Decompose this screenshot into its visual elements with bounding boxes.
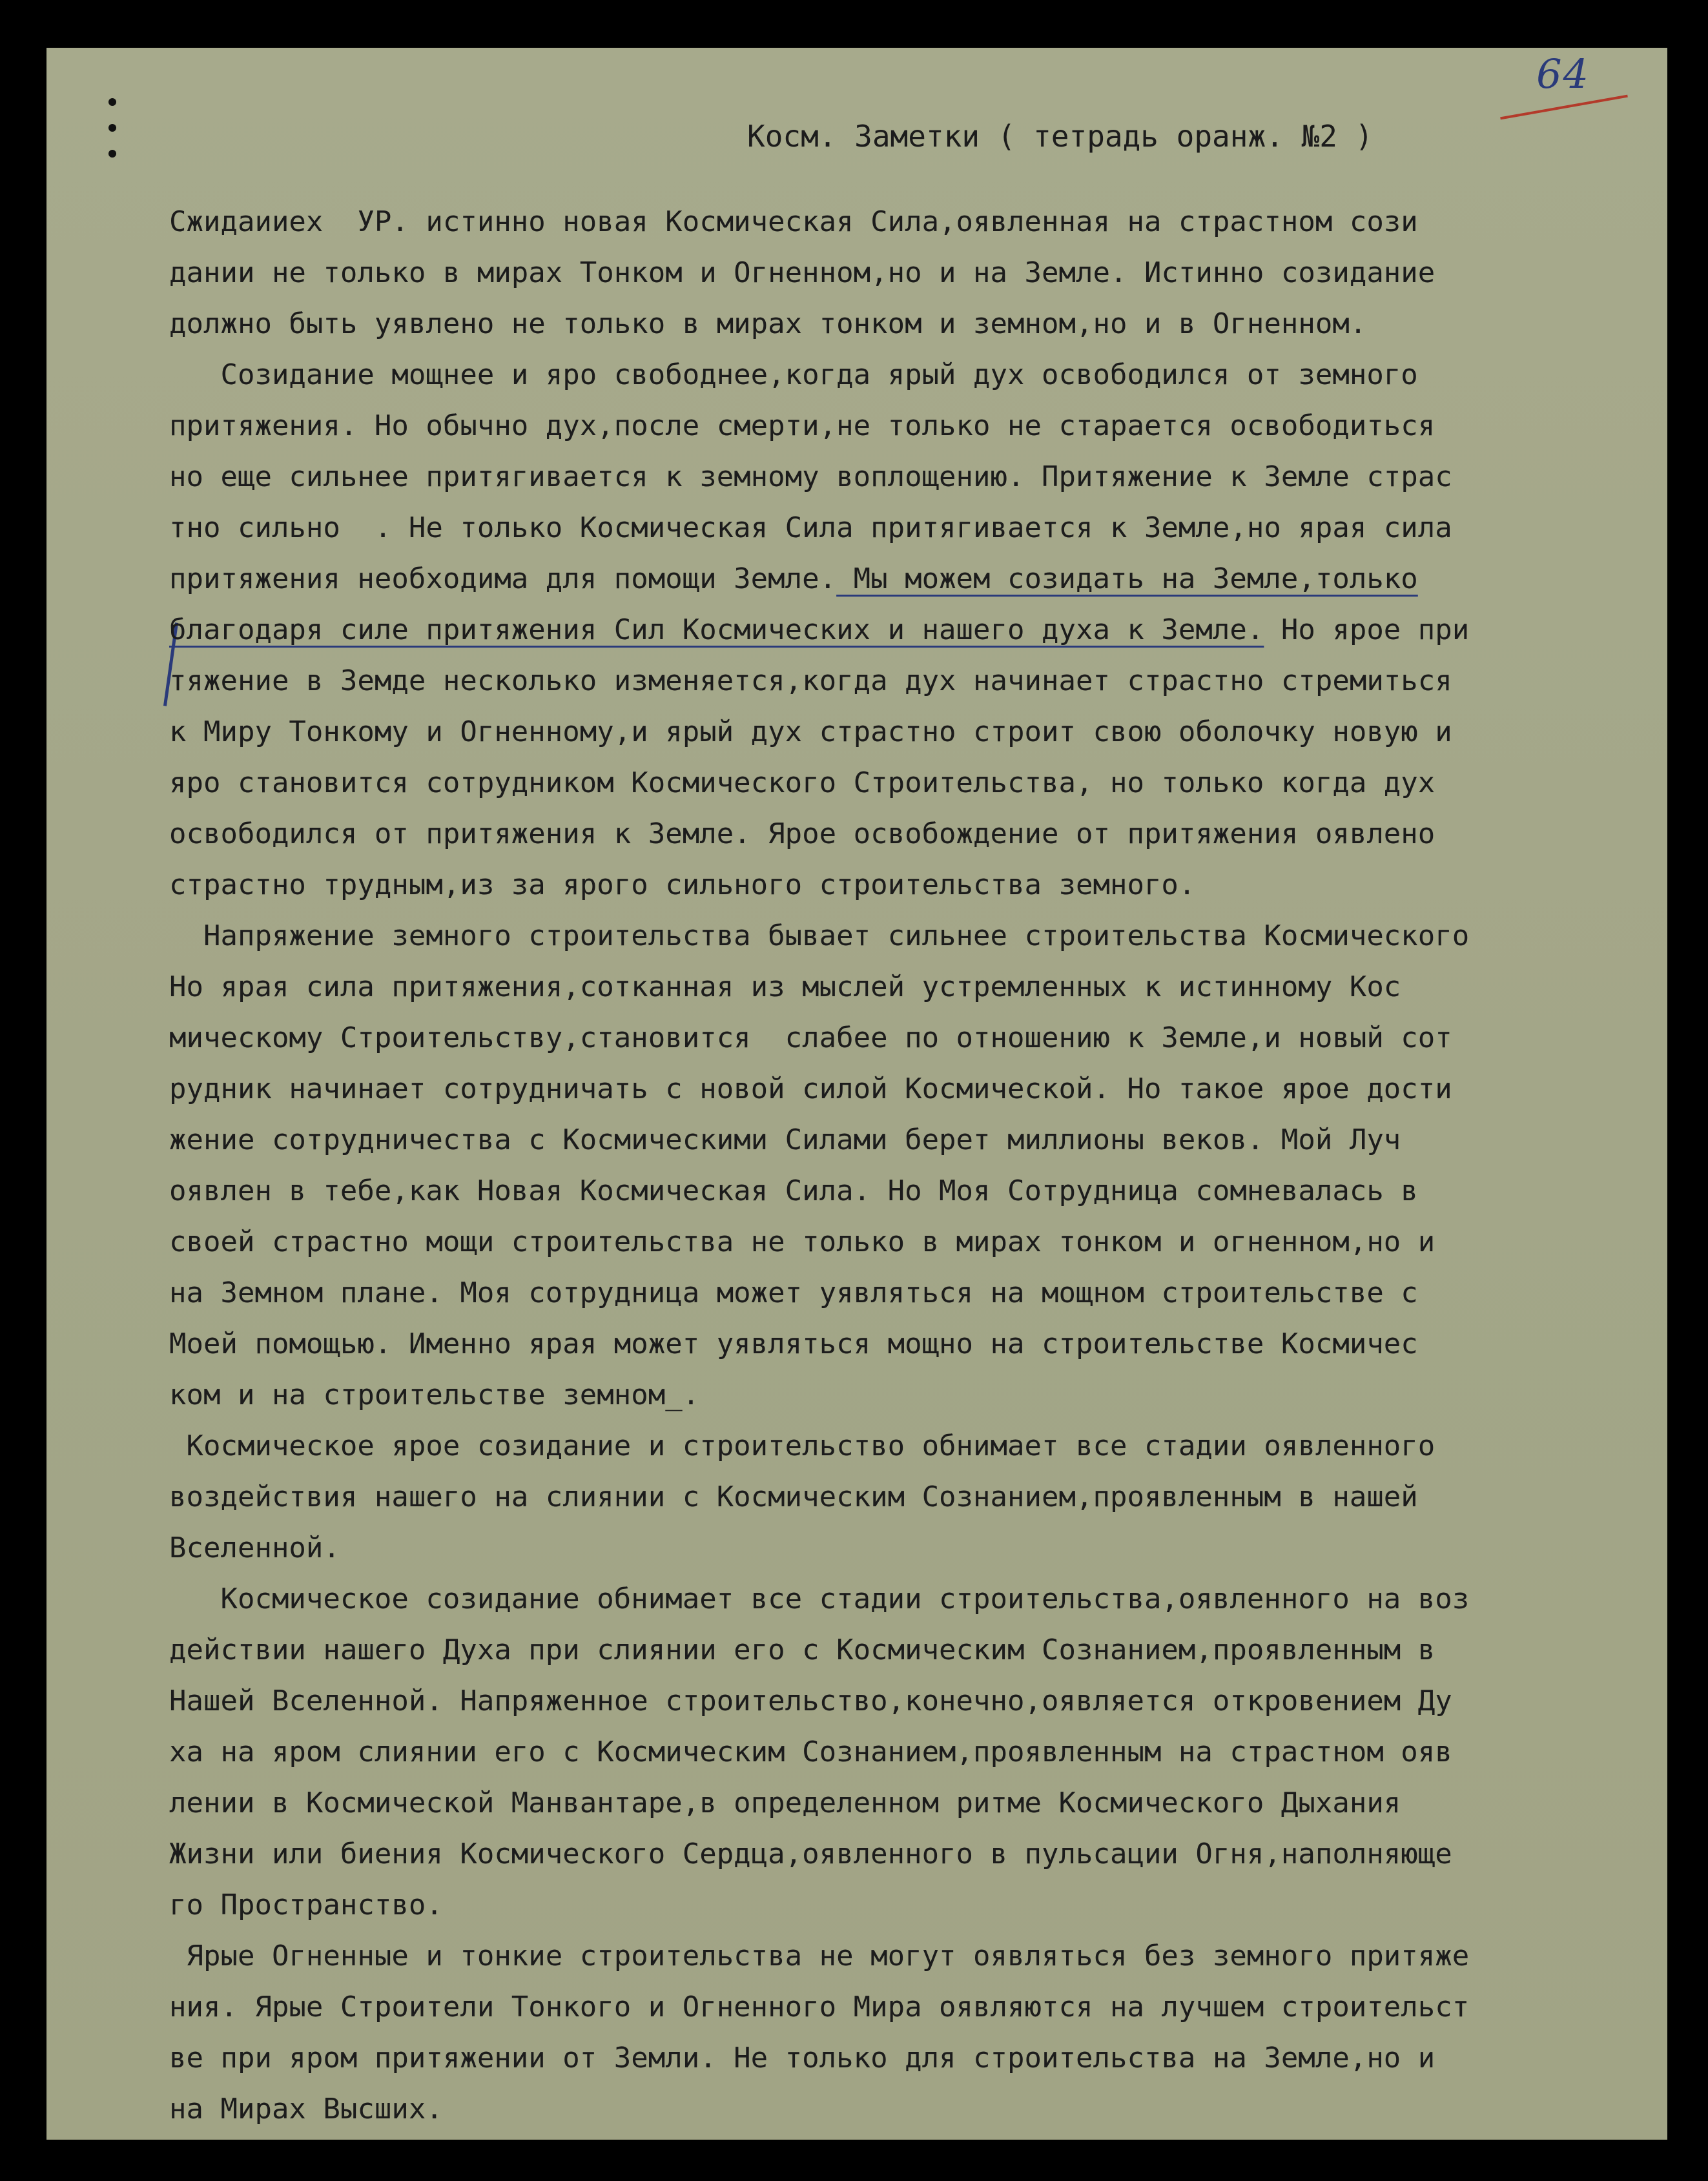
text-line: жение сотрудничества с Космическими Силами берет миллионы веков. Мой Луч xyxy=(169,1123,1401,1156)
text-line: на Мирах Высших. xyxy=(169,2093,443,2125)
text-line: Но ярая сила притяжения,сотканная из мыслей устремленных к истинному Кос xyxy=(169,970,1401,1003)
red-strike-mark xyxy=(1500,95,1628,120)
text-line: Вселенной. xyxy=(169,1531,340,1564)
underlined-text: Мы можем созидать на Земле,только xyxy=(836,562,1418,595)
text-line: страстно трудным,из за ярого сильного строительства земного. xyxy=(169,868,1196,901)
text-line: тно сильно . Не только Космическая Сила притягивается к Земле,но ярая сила xyxy=(169,511,1452,544)
text-line: рудник начинает сотрудничать с новой силой Космической. Но такое ярое дости xyxy=(169,1072,1452,1105)
text-line: Сжидаииех УР. истинно новая Космическая Сила,оявленная на страстном сози xyxy=(169,205,1418,238)
text-segment: притяжения необходима для помощи Земле. xyxy=(169,562,837,595)
text-line: яро становится сотрудником Космического Строительства, но только когда дух xyxy=(169,766,1435,799)
text-line: освободился от притяжения к Земле. Ярое освобождение от притяжения оявлено xyxy=(169,817,1435,850)
text-line: ком и на строительстве земном_. xyxy=(169,1378,700,1411)
text-line: Жизни или биения Космического Сердца,оявленного в пульсации Огня,наполняюще xyxy=(169,1838,1452,1870)
text-line: на Земном плане. Моя сотрудница может уявляться на мощном строительстве с xyxy=(169,1276,1418,1309)
text-line: лении в Космической Манвантаре,в определенном ритме Космического Дыхания xyxy=(169,1787,1401,1819)
underlined-text: благодаря силе притяжения Сил Космических и нашего духа к Земле. xyxy=(169,613,1264,646)
text-line: Созидание мощнее и яро свободнее,когда ярый дух освободился от земного xyxy=(169,358,1418,391)
text-line: должно быть уявлено не только в мирах тонком и земном,но и в Огненном. xyxy=(169,307,1367,340)
text-line: к Миру Тонкому и Огненному,и ярый дух страстно строит свою оболочку новую и xyxy=(169,715,1452,748)
text-line xyxy=(169,604,1629,655)
text-line: Нашей Вселенной. Напряженное строительство,конечно,оявляется откровением Ду xyxy=(169,1684,1452,1717)
text-line: Ярые Огненные и тонкие строительства не могут оявляться без земного притяже xyxy=(169,1940,1470,1972)
text-line xyxy=(169,553,1629,604)
text-line: Космическое созидание обнимает все стадии строительства,оявленного на воз xyxy=(169,1582,1470,1615)
text-line: тяжение в Земде несколько изменяется,когда дух начинает страстно стремиться xyxy=(169,664,1452,697)
text-line: притяжения. Но обычно дух,после смерти,не только не старается освободиться xyxy=(169,409,1435,442)
archive-page-number: 64 xyxy=(1536,50,1590,97)
text-line: дании не только в мирах Тонком и Огненном,но и на Земле. Истинно созидание xyxy=(169,256,1435,289)
text-line: своей страстно мощи строительства не только в мирах тонком и огненном,но и xyxy=(169,1225,1435,1258)
page-heading: Косм. Заметки ( тетрадь оранж. №2 ) xyxy=(747,119,1374,154)
text-line: ве при яром притяжении от Земли. Не только для строительства на Земле,но и xyxy=(169,2042,1435,2074)
text-segment: Но ярое при xyxy=(1264,613,1470,646)
punch-hole xyxy=(108,150,116,158)
document-body xyxy=(169,196,1629,2135)
text-line: ния. Ярые Строители Тонкого и Огненного Мира оявляются на лучшем строительст xyxy=(169,1991,1470,2023)
text-line: но еще сильнее притягивается к земному воплощению. Притяжение к Земле страс xyxy=(169,460,1452,493)
text-line: Космическое ярое созидание и строительство обнимает все стадии оявленного xyxy=(169,1429,1435,1462)
text-line: оявлен в тебе,как Новая Космическая Сила. Но Моя Сотрудница сомневалась в xyxy=(169,1174,1418,1207)
punch-hole xyxy=(108,98,116,106)
text-line: мическому Строительству,становится слабее по отношению к Земле,и новый сот xyxy=(169,1021,1452,1054)
text-line: Напряжение земного строительства бывает сильнее строительства Космического xyxy=(169,919,1470,952)
text-line: го Пространство. xyxy=(169,1889,443,1921)
text-line: воздействия нашего на слиянии с Космическим Сознанием,проявленным в нашей xyxy=(169,1480,1418,1513)
text-line: ха на яром слиянии его с Космическим Сознанием,проявленным на страстном ояв xyxy=(169,1736,1452,1768)
document-page xyxy=(46,48,1667,2140)
punch-hole xyxy=(108,124,116,132)
text-line: действии нашего Духа при слиянии его с Космическим Сознанием,проявленным в xyxy=(169,1633,1435,1666)
text-line: Моей помощью. Именно ярая может уявляться мощно на строительстве Космичес xyxy=(169,1327,1418,1360)
